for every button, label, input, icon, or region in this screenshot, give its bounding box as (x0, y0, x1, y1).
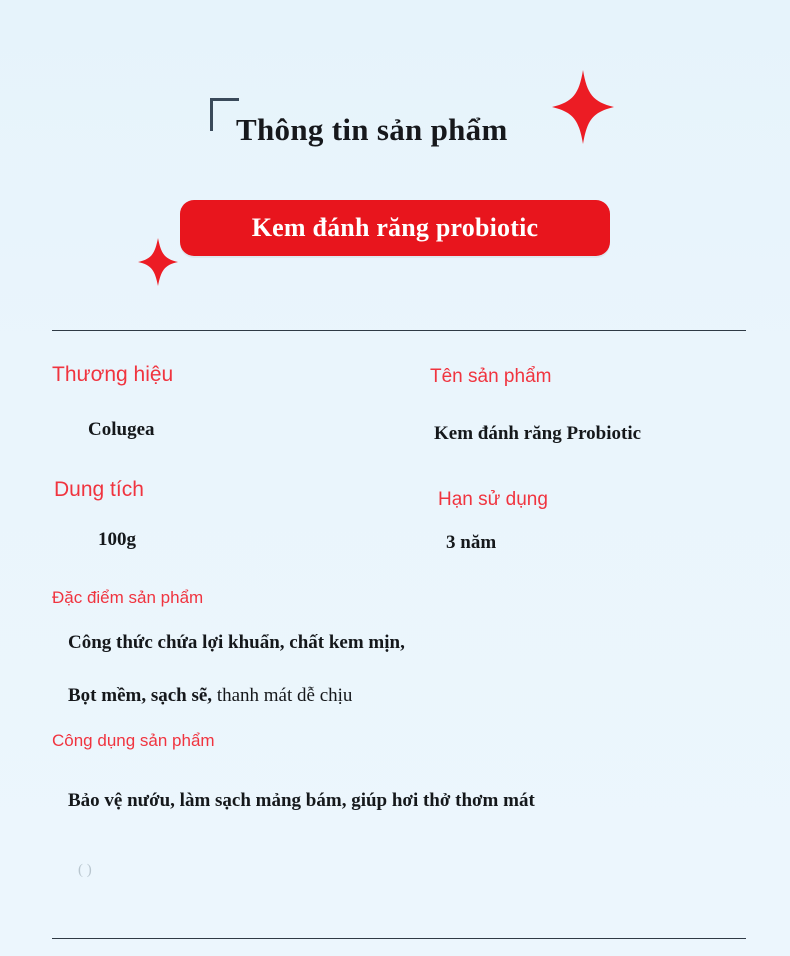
label-uses: Công dụng sản phẩm (52, 731, 215, 750)
page-title: Thông tin sản phẩm (236, 112, 508, 147)
value-expiry: 3 năm (446, 532, 497, 553)
divider-top (52, 330, 746, 331)
label-brand: Thương hiệu (52, 363, 174, 386)
label-volume: Dung tích (54, 478, 144, 501)
sparkle-icon (138, 238, 178, 286)
features-line-2-bold: Bọt mềm, sạch sẽ, (68, 685, 213, 706)
uses-trailing-text: ( ) (78, 862, 92, 878)
label-features: Đặc điểm sản phẩm (52, 588, 204, 607)
features-line-1: Công thức chứa lợi khuẩn, chất kem mịn, (68, 632, 405, 653)
header-section (0, 0, 790, 242)
features-line-2-regular: thanh mát dễ chịu (212, 685, 353, 706)
features-line-2 (68, 685, 352, 707)
corner-bracket-icon (210, 98, 239, 131)
divider-bottom (52, 938, 746, 939)
uses-line-1: Bảo vệ nướu, làm sạch mảng bám, giúp hơi thở thơm mát (68, 790, 535, 811)
value-volume: 100g (98, 529, 136, 550)
value-brand: Colugea (88, 419, 155, 440)
label-product-name: Tên sản phẩm (430, 366, 552, 387)
banner-label: Kem đánh răng probiotic (251, 213, 539, 242)
sparkle-icon (552, 70, 614, 144)
product-banner (180, 200, 610, 256)
value-product-name: Kem đánh răng Probiotic (434, 423, 642, 444)
label-expiry: Hạn sử dụng (438, 489, 548, 510)
